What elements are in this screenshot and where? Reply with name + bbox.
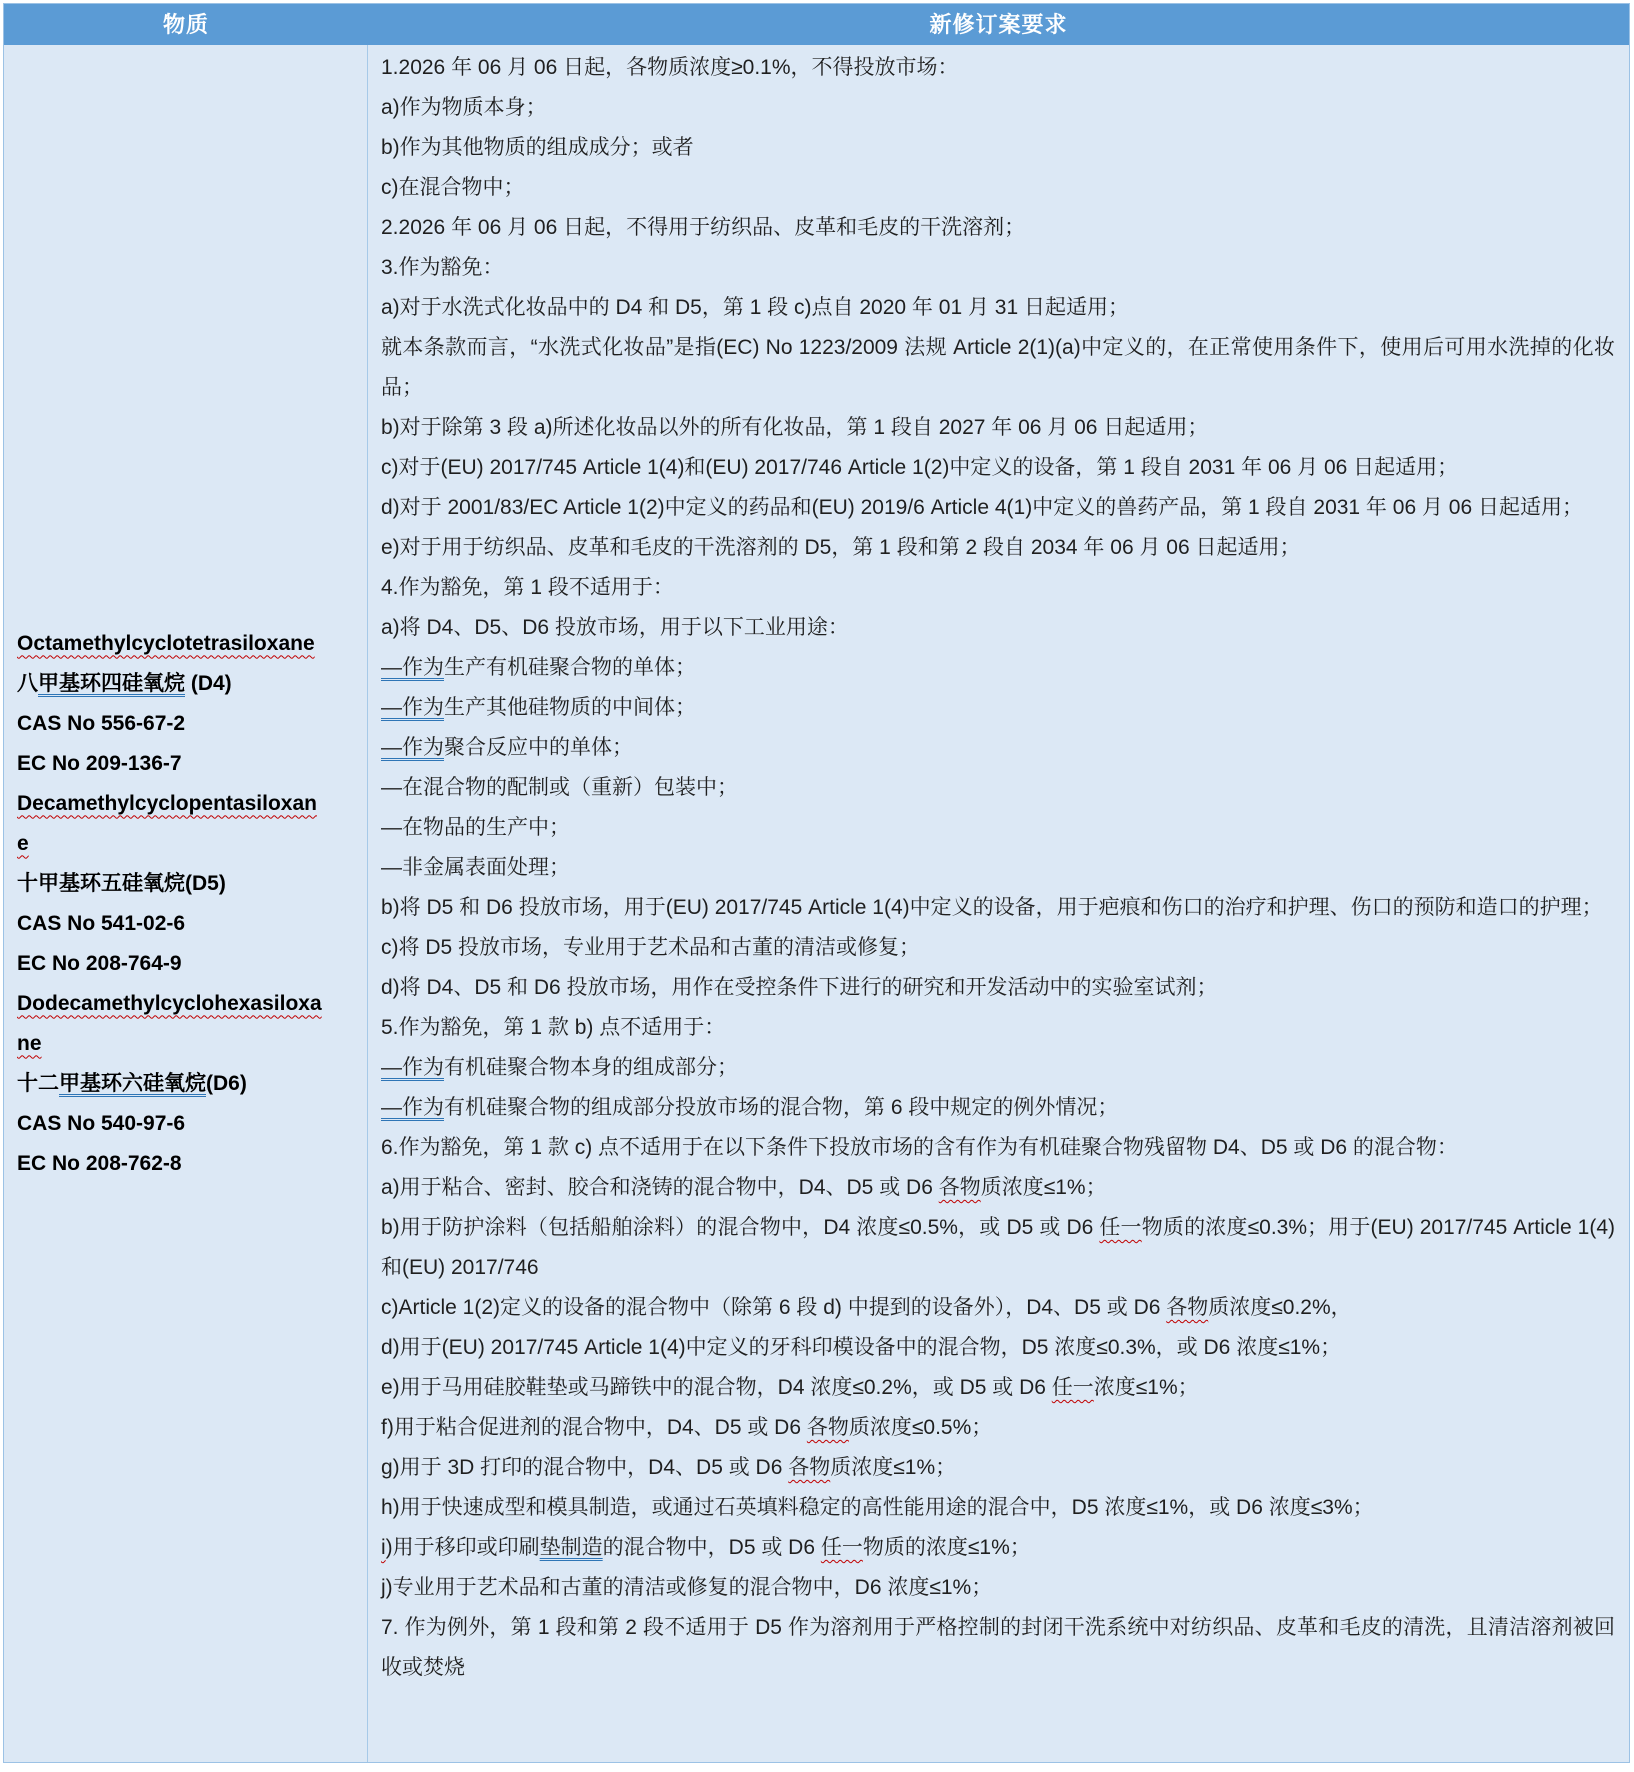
text-segment: j)专业用于艺术品和古董的清洁或修复的混合物中，D6 浓度≤1%； bbox=[381, 1576, 993, 1599]
requirement-paragraph bbox=[381, 1408, 1615, 1448]
text-segment: b)用于防护涂料（包括船舶涂料）的混合物中，D4 浓度≤0.5%，或 D5 或 D6 bbox=[381, 1216, 1100, 1239]
spellcheck-marked-text: ne bbox=[17, 1031, 42, 1055]
text-segment: 质浓度≤0.2%， bbox=[1208, 1296, 1352, 1319]
text-segment: 3.作为豁免： bbox=[381, 256, 504, 279]
text-segment: c)在混合物中； bbox=[381, 176, 525, 199]
requirement-paragraph bbox=[381, 1368, 1615, 1408]
text-segment: 6.作为豁免，第 1 款 c) 点不适用于在以下条件下投放市场的含有作为有机硅聚合物残留物 D4、D5 或 D6 的混合物： bbox=[381, 1136, 1458, 1159]
text-segment: e)用于马用硅胶鞋垫或马蹄铁中的混合物，D4 浓度≤0.2%，或 D5 或 D6 bbox=[381, 1376, 1052, 1399]
substances-requirements-table bbox=[3, 3, 1630, 1763]
requirement-paragraph bbox=[381, 248, 1615, 288]
text-segment: EC No 208-764-9 bbox=[17, 951, 182, 975]
requirement-paragraph bbox=[381, 1608, 1615, 1688]
substance-line bbox=[17, 984, 367, 1024]
substance-line bbox=[17, 904, 367, 944]
substance-line bbox=[17, 784, 367, 824]
text-segment: a)对于水洗式化妆品中的 D4 和 D5，第 1 段 c)点自 2020 年 01 月 31 日起适用； bbox=[381, 296, 1129, 319]
text-segment: 有机硅聚合物本身的组成部分； bbox=[444, 1056, 738, 1079]
substance-line bbox=[17, 824, 367, 864]
requirement-paragraph bbox=[381, 968, 1615, 1008]
substance-line bbox=[17, 744, 367, 784]
text-segment: 质浓度≤1%； bbox=[980, 1176, 1107, 1199]
requirement-paragraph bbox=[381, 288, 1615, 328]
text-segment: )用于移印或印刷 bbox=[385, 1536, 540, 1559]
substance-line bbox=[17, 1064, 367, 1104]
requirement-paragraph bbox=[381, 1448, 1615, 1488]
requirement-paragraph bbox=[381, 328, 1615, 408]
requirements-cell bbox=[368, 45, 1629, 1762]
header-cell-requirements: 新修订案要求 bbox=[929, 12, 1068, 37]
substance-line bbox=[17, 1024, 367, 1064]
grammar-marked-text: 垫制造 bbox=[539, 1536, 603, 1559]
requirement-paragraph bbox=[381, 608, 1615, 648]
requirement-paragraph bbox=[381, 728, 1615, 768]
text-segment: d)将 D4、D5 和 D6 投放市场，用作在受控条件下进行的研究和开发活动中的实验室试剂； bbox=[381, 976, 1218, 999]
grammar-marked-text: —作为 bbox=[381, 736, 444, 759]
spellcheck-marked-text: 各物 bbox=[788, 1456, 831, 1479]
text-segment: CAS No 556-67-2 bbox=[17, 711, 186, 735]
requirement-paragraph bbox=[381, 648, 1615, 688]
requirement-paragraph bbox=[381, 88, 1615, 128]
text-segment: c)对于(EU) 2017/745 Article 1(4)和(EU) 2017/746 Article 1(2)中定义的设备，第 1 段自 2031 年 06 月 06 日起适用； bbox=[381, 456, 1459, 479]
spellcheck-marked-text: 任一 bbox=[1099, 1216, 1142, 1239]
substance-line bbox=[17, 1144, 367, 1184]
text-segment: c)将 D5 投放市场，专业用于艺术品和古董的清洁或修复； bbox=[381, 936, 921, 959]
requirement-paragraph bbox=[381, 48, 1615, 88]
text-segment: c)Article 1(2)定义的设备的混合物中（除第 6 段 d) 中提到的设备外），D4、D5 或 D6 bbox=[381, 1296, 1167, 1319]
text-segment: 的混合物中，D5 或 D6 bbox=[602, 1536, 821, 1559]
requirement-paragraph bbox=[381, 1088, 1615, 1128]
text-segment: 质浓度≤1%； bbox=[830, 1456, 957, 1479]
text-segment: 生产其他硅物质的中间体； bbox=[444, 696, 696, 719]
requirement-paragraph bbox=[381, 448, 1615, 488]
text-segment: 2.2026 年 06 月 06 日起，不得用于纺织品、皮革和毛皮的干洗溶剂； bbox=[381, 216, 1026, 239]
text-segment: b)对于除第 3 段 a)所述化妆品以外的所有化妆品，第 1 段自 2027 年 06 月 06 日起适用； bbox=[381, 416, 1209, 439]
table-header-row bbox=[4, 4, 1629, 45]
text-segment: CAS No 540-97-6 bbox=[17, 1111, 186, 1135]
grammar-marked-text: —作为 bbox=[381, 656, 444, 679]
requirement-paragraph bbox=[381, 1528, 1615, 1568]
requirement-paragraph bbox=[381, 928, 1615, 968]
substance-line bbox=[17, 944, 367, 984]
table-body-row bbox=[4, 45, 1629, 1762]
substance-line bbox=[17, 624, 367, 664]
substance-line bbox=[17, 664, 367, 704]
text-segment: a)将 D4、D5、D6 投放市场，用于以下工业用途： bbox=[381, 616, 849, 639]
substance-line bbox=[17, 704, 367, 744]
text-segment: EC No 208-762-8 bbox=[17, 1151, 182, 1175]
grammar-marked-text: 甲基环四硅氧烷 bbox=[38, 671, 185, 695]
text-segment: 浓度≤1%； bbox=[1093, 1376, 1199, 1399]
spellcheck-marked-text: 任一 bbox=[1051, 1376, 1094, 1399]
text-segment: e)对于用于纺织品、皮革和毛皮的干洗溶剂的 D5，第 1 段和第 2 段自 2034 年 06 月 06 日起适用； bbox=[381, 536, 1301, 559]
requirement-paragraph bbox=[381, 1168, 1615, 1208]
text-segment: a)用于粘合、密封、胶合和浇铸的混合物中，D4、D5 或 D6 bbox=[381, 1176, 939, 1199]
text-segment: 十甲基环五硅氧烷(D5) bbox=[17, 871, 226, 895]
requirement-paragraph bbox=[381, 848, 1615, 888]
spellcheck-marked-text: e bbox=[17, 831, 29, 855]
text-segment: h)用于快速成型和模具制造，或通过石英填料稳定的高性能用途的混合中，D5 浓度≤1%，或 D6 浓度≤3%； bbox=[381, 1496, 1374, 1519]
requirement-paragraph bbox=[381, 168, 1615, 208]
requirement-paragraph bbox=[381, 128, 1615, 168]
text-segment: 5.作为豁免，第 1 款 b) 点不适用于： bbox=[381, 1016, 726, 1039]
grammar-marked-text: 甲基环六硅氧烷 bbox=[59, 1071, 206, 1095]
text-segment: 八 bbox=[17, 671, 38, 695]
text-segment: g)用于 3D 打印的混合物中，D4、D5 或 D6 bbox=[381, 1456, 789, 1479]
requirement-paragraph bbox=[381, 768, 1615, 808]
grammar-marked-text: —作为 bbox=[381, 696, 444, 719]
text-segment: 有机硅聚合物的组成部分投放市场的混合物，第 6 段中规定的例外情况； bbox=[444, 1096, 1119, 1119]
spellcheck-marked-text: 各物 bbox=[806, 1416, 849, 1439]
text-segment: 十二 bbox=[17, 1071, 59, 1095]
text-segment: d)用于(EU) 2017/745 Article 1(4)中定义的牙科印模设备中的混合物，D5 浓度≤0.3%，或 D6 浓度≤1%； bbox=[381, 1336, 1342, 1359]
spellcheck-marked-text: 任一 bbox=[820, 1536, 863, 1559]
text-segment: b)将 D5 和 D6 投放市场，用于(EU) 2017/745 Article 1(4)中定义的设备，用于疤痕和伤口的治疗和护理、伤口的预防和造口的护理； bbox=[381, 896, 1603, 919]
spellcheck-marked-text: Decamethylcyclopentasiloxan bbox=[17, 791, 317, 815]
text-segment: CAS No 541-02-6 bbox=[17, 911, 186, 935]
text-segment: b)作为其他物质的组成成分；或者 bbox=[381, 136, 694, 159]
spellcheck-marked-text: i bbox=[381, 1536, 386, 1559]
requirement-paragraph bbox=[381, 1488, 1615, 1528]
text-segment: 物质的浓度≤1%； bbox=[862, 1536, 1031, 1559]
substance-line bbox=[17, 1104, 367, 1144]
requirement-paragraph bbox=[381, 568, 1615, 608]
text-segment: (D4) bbox=[185, 671, 232, 695]
requirement-paragraph bbox=[381, 488, 1615, 528]
requirement-paragraph bbox=[381, 408, 1615, 448]
header-cell-substance: 物质 bbox=[162, 12, 209, 37]
requirement-paragraph bbox=[381, 808, 1615, 848]
text-segment: —在物品的生产中； bbox=[381, 816, 570, 839]
requirement-paragraph bbox=[381, 888, 1615, 928]
spellcheck-marked-text: Dodecamethylcyclohexasiloxa bbox=[17, 991, 322, 1015]
text-segment: (D6) bbox=[206, 1071, 247, 1095]
requirement-paragraph bbox=[381, 688, 1615, 728]
spellcheck-marked-text: 各物 bbox=[938, 1176, 981, 1199]
requirement-paragraph bbox=[381, 208, 1615, 248]
requirement-paragraph bbox=[381, 1048, 1615, 1088]
text-segment: —非金属表面处理； bbox=[381, 856, 570, 879]
text-segment: 聚合反应中的单体； bbox=[444, 736, 633, 759]
grammar-marked-text: —作为 bbox=[381, 1056, 444, 1079]
text-segment: 生产有机硅聚合物的单体； bbox=[444, 656, 696, 679]
substance-cell bbox=[4, 45, 368, 1762]
requirement-paragraph bbox=[381, 1328, 1615, 1368]
text-segment: 就本条款而言，“水洗式化妆品”是指(EC) No 1223/2009 法规 Article 2(1)(a)中定义的，在正常使用条件下，使用后可用水洗掉的化妆品； bbox=[381, 336, 1615, 399]
requirement-paragraph bbox=[381, 528, 1615, 568]
requirement-paragraph bbox=[381, 1288, 1615, 1328]
requirement-paragraph bbox=[381, 1008, 1615, 1048]
text-segment: 7. 作为例外，第 1 段和第 2 段不适用于 D5 作为溶剂用于严格控制的封闭干洗系统中对纺织品、皮革和毛皮的清洗，且清洁溶剂被回收或焚烧 bbox=[381, 1616, 1615, 1679]
spellcheck-marked-text: 各物 bbox=[1166, 1296, 1209, 1319]
text-segment: 1.2026 年 06 月 06 日起，各物质浓度≥0.1%，不得投放市场： bbox=[381, 56, 959, 79]
requirement-paragraph bbox=[381, 1128, 1615, 1168]
text-segment: f)用于粘合促进剂的混合物中，D4、D5 或 D6 bbox=[381, 1416, 807, 1439]
text-segment: d)对于 2001/83/EC Article 1(2)中定义的药品和(EU) 2019/6 Article 4(1)中定义的兽药产品，第 1 段自 2031 年 06 月 06 日起适用； bbox=[381, 496, 1583, 519]
text-segment: —在混合物的配制或（重新）包装中； bbox=[381, 776, 738, 799]
text-segment: a)作为物质本身； bbox=[381, 96, 547, 119]
requirement-paragraph bbox=[381, 1208, 1615, 1288]
spellcheck-marked-text: Octamethylcyclotetrasiloxane bbox=[17, 631, 315, 655]
text-segment: 质浓度≤0.5%； bbox=[848, 1416, 993, 1439]
requirement-paragraph bbox=[381, 1568, 1615, 1608]
substance-line bbox=[17, 864, 367, 904]
text-segment: EC No 209-136-7 bbox=[17, 751, 182, 775]
text-segment: 4.作为豁免，第 1 段不适用于： bbox=[381, 576, 674, 599]
grammar-marked-text: —作为 bbox=[381, 1096, 444, 1119]
text-segment: 物质的浓度≤0.3%；用于(EU) 2017/745 Article 1(4)和(EU) 2017/746 bbox=[381, 1216, 1615, 1279]
